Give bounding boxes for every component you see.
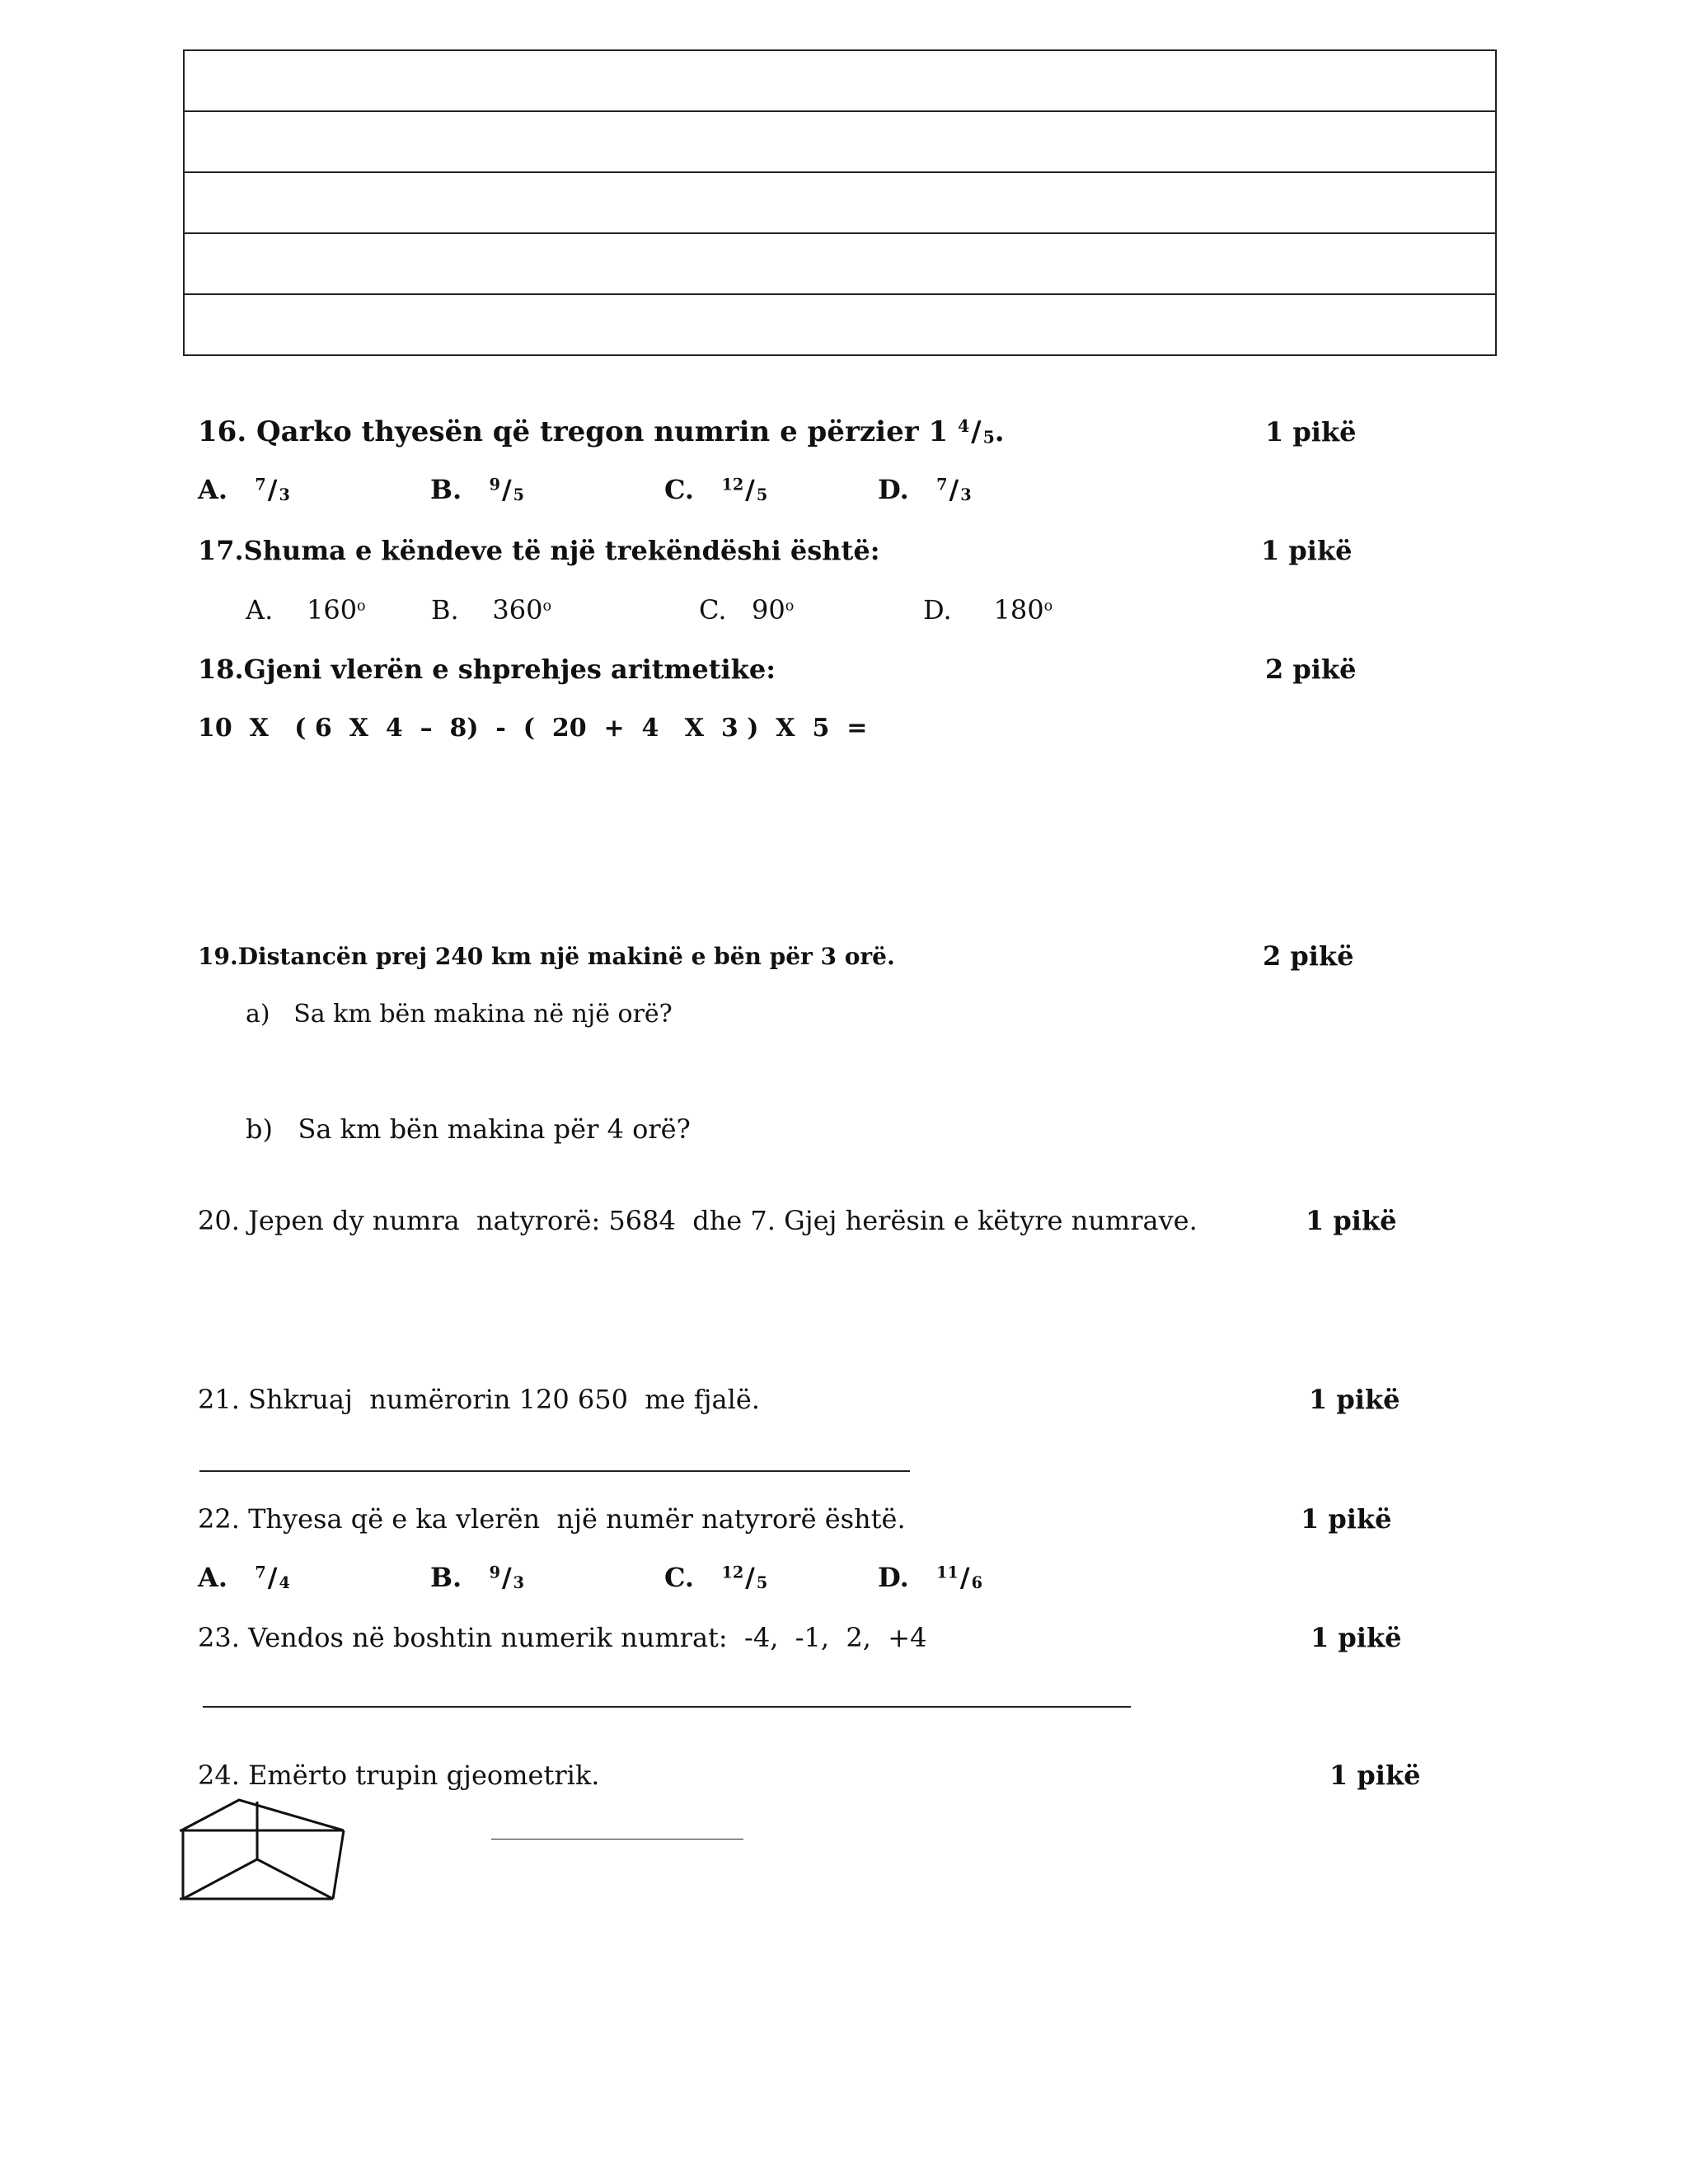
- question-17-points: 1 pikë: [1261, 535, 1353, 566]
- table-row[interactable]: [185, 295, 1495, 356]
- question-23-text: 23. Vendos në boshtin numerik numrat: -4, -1, 2, +4: [198, 1622, 927, 1653]
- q22-option-d[interactable]: D. $^{11}$/ 6: [878, 1562, 982, 1593]
- question-17-text: 17.Shuma e këndeve të një trekëndëshi është:: [198, 535, 880, 566]
- answer-table: [183, 49, 1497, 356]
- q17-option-a[interactable]: A. 160$^o$: [246, 594, 366, 626]
- q22-option-b[interactable]: B. $^9$/ 3: [430, 1562, 525, 1593]
- q16-option-a[interactable]: A. $^7$/ 3: [198, 474, 290, 505]
- q19-part-b: b) Sa km bën makina për 4 orë?: [246, 1113, 691, 1145]
- question-20-text: 20. Jepen dy numra natyrorë: 5684 dhe 7. Gjej herësin e këtyre numrave.: [198, 1205, 1198, 1236]
- question-22-text: 22. Thyesa që e ka vlerën një numër natyrorë është.: [198, 1503, 906, 1535]
- table-row[interactable]: [185, 51, 1495, 112]
- number-line-answer[interactable]: [203, 1706, 1131, 1708]
- table-row[interactable]: [185, 112, 1495, 173]
- question-19-text: 19.Distancën prej 240 km një makinë e bën për 3 orë.: [198, 943, 895, 970]
- q19-part-a: a) Sa km bën makina në një orë?: [246, 1000, 673, 1029]
- q16-option-c[interactable]: C. $^{12}$/ 5: [664, 474, 768, 505]
- question-18-points: 2 pikë: [1265, 654, 1357, 685]
- question-19-points: 2 pikë: [1263, 940, 1354, 972]
- question-16: 16. Qarko thyesën që tregon numrin e përzier 1 $^4$/5.: [198, 415, 1005, 449]
- question-16-points: 1 pikë: [1265, 416, 1357, 448]
- answer-line-21[interactable]: [199, 1470, 910, 1472]
- fraction-denominator: 5: [982, 427, 995, 448]
- table-row[interactable]: [185, 173, 1495, 234]
- answer-line-24[interactable]: [491, 1839, 743, 1840]
- fraction-numerator: 4: [957, 416, 970, 436]
- q17-option-c[interactable]: C. 90$^o$: [699, 594, 795, 626]
- question-20-points: 1 pikë: [1306, 1205, 1397, 1236]
- question-24-points: 1 pikë: [1329, 1760, 1421, 1791]
- q16-option-b[interactable]: B. $^9$/ 5: [430, 474, 525, 505]
- triangular-prism-icon: [175, 1793, 358, 1909]
- q16-option-d[interactable]: D. $^7$/ 3: [878, 474, 972, 505]
- arithmetic-expression: 10 X ( 6 X 4 – 8) - ( 20 + 4 X 3 ) X 5 =: [198, 714, 868, 743]
- question-24-text: 24. Emërto trupin gjeometrik.: [198, 1760, 600, 1791]
- question-23-points: 1 pikë: [1311, 1622, 1402, 1653]
- q17-option-b[interactable]: B. 360$^o$: [431, 594, 552, 626]
- question-18-text: 18.Gjeni vlerën e shprehjes aritmetike:: [198, 654, 776, 685]
- table-row[interactable]: [185, 234, 1495, 295]
- question-21-text: 21. Shkruaj numërorin 120 650 me fjalë.: [198, 1384, 760, 1415]
- q22-option-c[interactable]: C. $^{12}$/ 5: [664, 1562, 768, 1593]
- question-16-text: 16. Qarko thyesën që tregon numrin e përzier 1: [198, 415, 958, 449]
- q22-option-a[interactable]: A. $^7$/ 4: [198, 1562, 290, 1593]
- q17-option-d[interactable]: D. 180$^o$: [923, 594, 1053, 626]
- question-21-points: 1 pikë: [1309, 1384, 1400, 1415]
- question-22-points: 1 pikë: [1301, 1503, 1392, 1535]
